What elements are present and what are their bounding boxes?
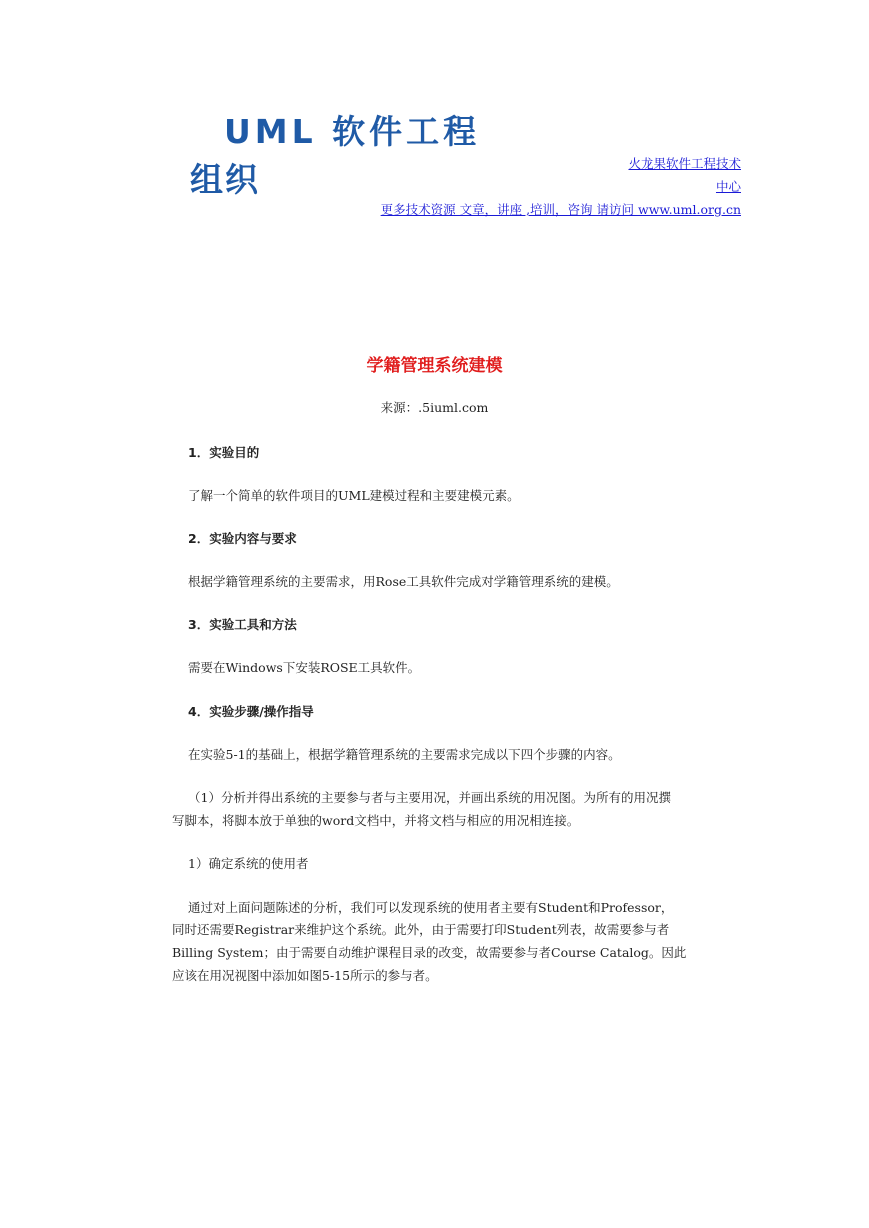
paragraph-6: 1）确定系统的使用者: [188, 856, 309, 871]
paragraph-7-line2: 同时还需要Registrar来维护这个系统。此外，由于需要打印Student列表，故需要参与者: [172, 922, 670, 937]
paragraph-7-line3: Billing System；由于需要自动维护课程目录的改变，故需要参与者Course Catalog。因此: [172, 945, 687, 960]
paragraph-5-line2: 写脚本，将脚本放于单独的word文档中，并将文档与相应的用况相连接。: [172, 813, 580, 828]
document-title: 学籍管理系统建模: [366, 356, 503, 376]
paragraph-2: 根据学籍管理系统的主要需求，用Rose工具软件完成对学籍管理系统的建模。: [188, 574, 619, 589]
logo-title-line2: 组织: [190, 160, 260, 199]
section-heading-1: 1．实验目的: [188, 445, 260, 460]
section-heading-2: 2．实验内容与要求: [188, 531, 297, 546]
link-more-resources[interactable]: 更多技术资源 文章，讲座 ,培训，咨询 请访问 www.uml.org.cn: [380, 202, 741, 217]
paragraph-3: 需要在Windows下安装ROSE工具软件。: [188, 660, 421, 675]
paragraph-5-line1: （1）分析并得出系统的主要参与者与主要用况，并画出系统的用况图。为所有的用况撰: [188, 790, 671, 805]
link-fire-dragon-fruit[interactable]: 火龙果软件工程技术: [628, 156, 741, 171]
paragraph-4: 在实验5-1的基础上，根据学籍管理系统的主要需求完成以下四个步骤的内容。: [188, 747, 621, 762]
document-source: 来源：.5iuml.com: [380, 400, 489, 415]
section-heading-3: 3．实验工具和方法: [188, 617, 297, 632]
paragraph-7-line4: 应该在用况视图中添加如图5-15所示的参与者。: [172, 968, 438, 983]
paragraph-7-line1: 通过对上面问题陈述的分析，我们可以发现系统的使用者主要有Student和Professor，: [188, 900, 674, 915]
section-heading-4: 4．实验步骤/操作指导: [188, 704, 314, 719]
link-center[interactable]: 中心: [715, 179, 741, 194]
logo-title-line1: UML 软件工程: [224, 112, 481, 151]
header-links: [381, 152, 741, 221]
paragraph-1: 了解一个简单的软件项目的UML建模过程和主要建模元素。: [188, 488, 520, 503]
